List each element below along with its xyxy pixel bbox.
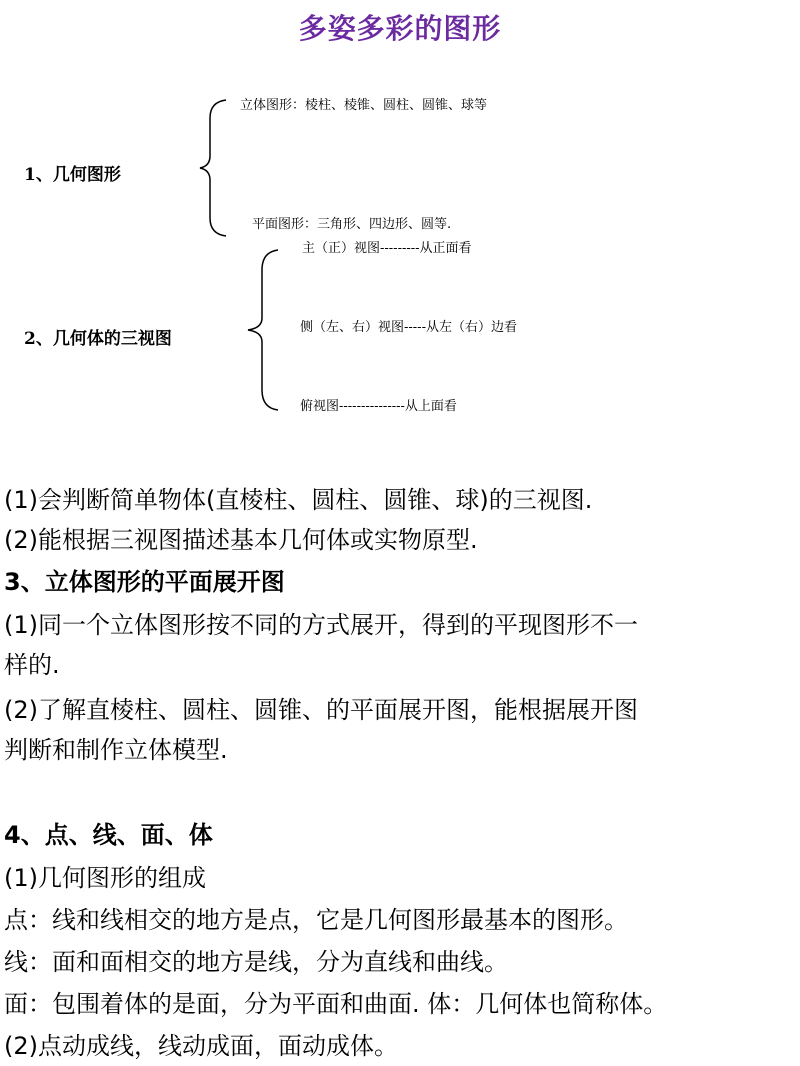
section1-heading: 1、几何图形: [24, 165, 121, 185]
body-line-6: 判断和制作立体模型.: [4, 736, 228, 764]
body-line-5: (2)了解直棱柱、圆柱、圆锥、的平面展开图，能根据展开图: [4, 696, 638, 724]
section2-item-side-view: 侧（左、右）视图-----从左（右）边看: [300, 320, 517, 335]
section2-brace: [244, 248, 284, 412]
section3-heading: 3、立体图形的平面展开图: [4, 568, 285, 596]
body-line-7: (1)几何图形的组成: [4, 864, 206, 892]
section2-heading: 2、几何体的三视图: [24, 329, 172, 349]
section4-heading: 4、点、线、面、体: [4, 821, 213, 849]
page-title: 多姿多彩的图形: [298, 12, 502, 45]
section1-brace: [196, 98, 236, 238]
section1-item-plane: 平面图形：三角形、四边形、圆等.: [252, 217, 452, 232]
body-line-1: (1)会判断简单物体(直棱柱、圆柱、圆锥、球)的三视图.: [4, 486, 593, 514]
section2-item-front-view: 主（正）视图---------从正面看: [302, 241, 472, 256]
body-line-4: 样的.: [4, 651, 60, 679]
body-line-10: 面：包围着体的是面，分为平面和曲面. 体：几何体也简称体。: [4, 990, 668, 1018]
body-line-8: 点：线和线相交的地方是点，它是几何图形最基本的图形。: [4, 906, 628, 934]
body-line-11: (2)点动成线，线动成面，面动成体。: [4, 1032, 398, 1060]
body-line-9: 线：面和面相交的地方是线，分为直线和曲线。: [4, 948, 508, 976]
body-line-2: (2)能根据三视图描述基本几何体或实物原型.: [4, 526, 478, 554]
section1-item-solid: 立体图形：棱柱、棱锥、圆柱、圆锥、球等: [240, 98, 488, 113]
body-line-3: (1)同一个立体图形按不同的方式展开，得到的平现图形不一: [4, 611, 638, 639]
section2-item-top-view: 俯视图---------------从上面看: [300, 399, 457, 414]
